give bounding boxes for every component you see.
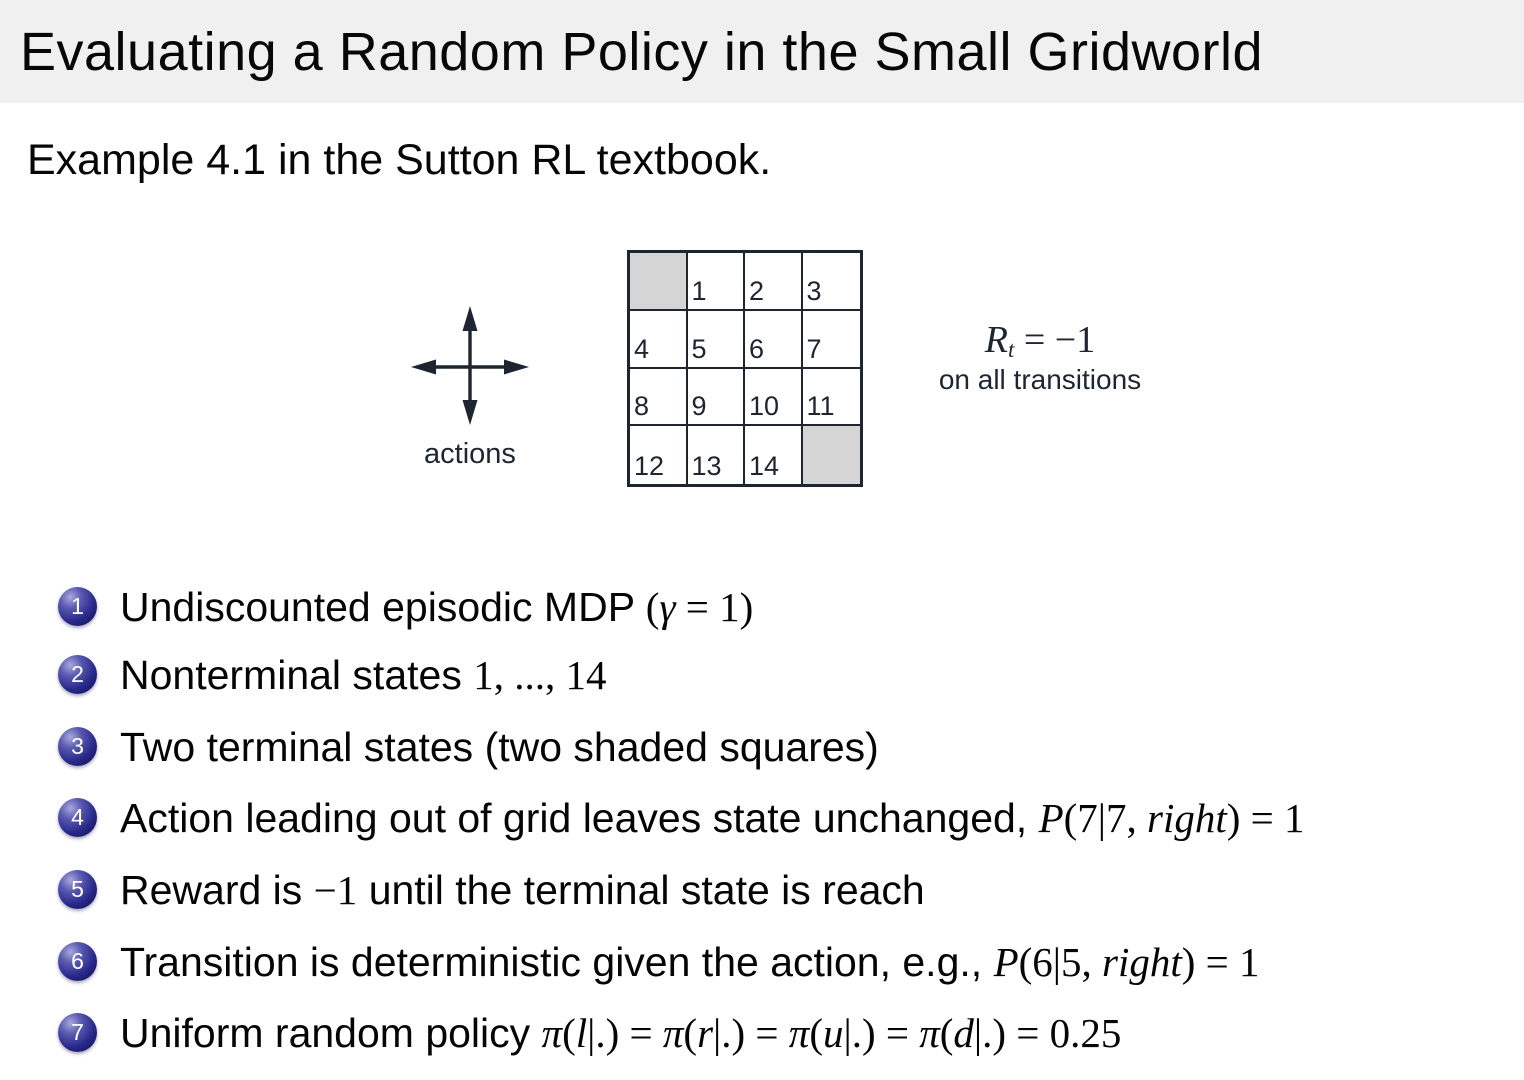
list-item xyxy=(0,722,1524,772)
state-number: 4 xyxy=(634,333,650,364)
item-number-badge: 5 xyxy=(58,870,97,909)
state-number: 8 xyxy=(634,391,650,422)
text-segment: Action leading out of grid leaves state unchanged, xyxy=(120,795,1039,841)
list-item xyxy=(0,582,1524,632)
state-number: 14 xyxy=(749,451,780,481)
state-number: 11 xyxy=(806,391,835,422)
item-text xyxy=(120,722,1515,772)
item-number-badge: 2 xyxy=(58,655,97,694)
text-segment: = −1 xyxy=(1014,319,1096,361)
text-segment: ) = 1 xyxy=(1181,939,1260,985)
state-number: 6 xyxy=(749,333,765,364)
item-number-badge: 3 xyxy=(58,727,97,766)
item-number-badge: 4 xyxy=(58,798,97,837)
text-segment: |.) = xyxy=(713,1010,789,1056)
list-item xyxy=(0,865,1524,915)
list-item xyxy=(0,650,1524,700)
list-item xyxy=(0,1008,1524,1058)
text-segment: Reward is xyxy=(120,867,314,913)
item-text xyxy=(120,937,1515,987)
state-number: 13 xyxy=(691,451,722,481)
item-number-badge: 7 xyxy=(58,1013,97,1052)
item-text xyxy=(120,793,1515,843)
text-segment: until the terminal state is reach xyxy=(357,867,925,913)
text-segment: ( xyxy=(939,1010,954,1056)
text-segment: 1, ..., 14 xyxy=(473,652,607,698)
text-segment: |.) = 0.25 xyxy=(973,1010,1122,1056)
text-segment: right xyxy=(1101,939,1182,985)
text-segment: ( xyxy=(562,1010,576,1056)
text-segment: R xyxy=(984,319,1008,361)
text-segment: l xyxy=(575,1010,588,1056)
text-segment: −1 xyxy=(313,867,358,913)
text-segment: P xyxy=(993,939,1019,985)
text-segment: |.) = xyxy=(843,1010,920,1056)
item-text xyxy=(120,582,1515,632)
text-segment: π xyxy=(919,1010,940,1056)
item-number-badge: 1 xyxy=(58,587,97,626)
subtitle: Example 4.1 in the Sutton RL textbook. xyxy=(27,136,772,184)
item-number-badge: 6 xyxy=(58,942,97,981)
text-segment: π xyxy=(662,1010,684,1056)
state-number: 10 xyxy=(749,391,780,422)
text-segment: (6|5, xyxy=(1018,939,1102,985)
text-segment: π xyxy=(788,1010,810,1056)
list-item xyxy=(0,937,1524,987)
text-segment: Two terminal states (two shaded squares) xyxy=(120,724,879,770)
state-number: 1 xyxy=(691,275,707,306)
text-segment: ) = 1 xyxy=(1226,795,1305,841)
text-segment: Uniform random policy xyxy=(120,1010,542,1056)
text-segment: P xyxy=(1038,795,1064,841)
text-segment: γ xyxy=(659,584,676,630)
list-item xyxy=(0,793,1524,843)
text-segment: u xyxy=(822,1010,844,1056)
text-segment: |.) = xyxy=(587,1010,663,1056)
item-text xyxy=(120,1008,1515,1058)
text-segment: ( xyxy=(809,1010,823,1056)
text-segment: t xyxy=(1008,337,1015,363)
text-segment: = 1) xyxy=(675,584,754,630)
state-number: 7 xyxy=(806,333,822,364)
text-segment: r xyxy=(697,1010,714,1056)
text-segment: π xyxy=(541,1010,563,1056)
state-number: 5 xyxy=(691,333,707,364)
item-text xyxy=(120,865,1515,915)
text-segment: ( xyxy=(645,584,660,630)
state-number: 12 xyxy=(634,451,665,481)
text-segment: ( xyxy=(683,1010,698,1056)
reward-caption: on all transitions xyxy=(938,364,1142,396)
state-number: 2 xyxy=(749,275,765,306)
actions-label: actions xyxy=(424,438,516,470)
text-segment: Transition is deterministic given the action, e.g., xyxy=(120,939,994,985)
text-segment: Undiscounted episodic MDP xyxy=(120,584,646,630)
text-segment: (7|7, xyxy=(1063,795,1147,841)
state-number: 9 xyxy=(691,391,707,422)
page-title: Evaluating a Random Policy in the Small Gridworld xyxy=(20,21,1264,82)
text-segment: Nonterminal states xyxy=(120,652,474,698)
text-segment: right xyxy=(1147,795,1227,841)
item-text xyxy=(120,650,1515,700)
text-segment: d xyxy=(953,1010,974,1056)
state-number: 3 xyxy=(806,275,822,306)
